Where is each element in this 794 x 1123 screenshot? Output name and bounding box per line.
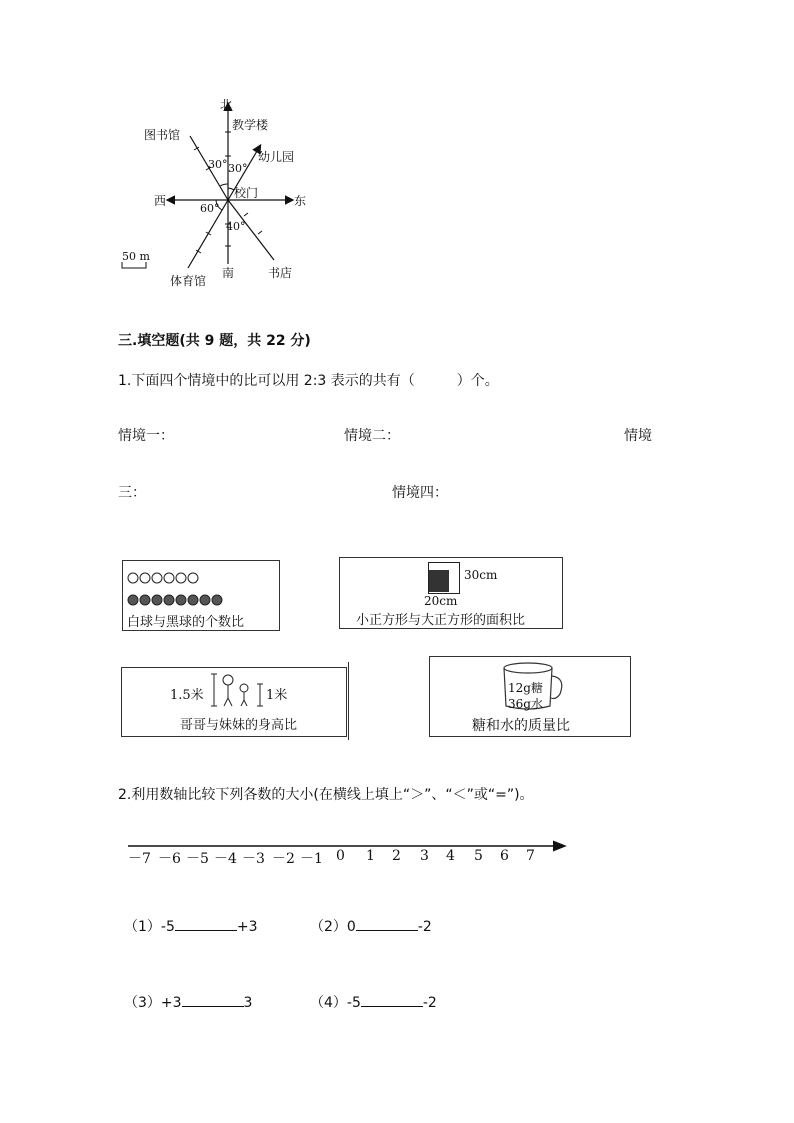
tick-label: 5 — [474, 848, 483, 864]
problem-3 — [124, 992, 252, 1012]
sister-height: 1米 — [266, 688, 288, 703]
tick-labels — [120, 848, 560, 870]
problem-2-right: -2 — [417, 919, 432, 935]
problem-1-right: +3 — [236, 919, 258, 935]
tick-label: 4 — [446, 848, 455, 864]
angle-se-label: 40° — [226, 220, 246, 233]
question-1-text: 1.下面四个情境中的比可以用 2:3 表示的共有（ ）个。 — [118, 373, 499, 389]
question-2-text: 2.利用数轴比较下列各数的大小(在横线上填上“＞”、“＜”或“=”)。 — [118, 787, 534, 803]
teaching-building-label: 教学楼 — [232, 118, 269, 132]
situation-2-label: 情境二： — [344, 428, 400, 444]
south-label: 南 — [222, 266, 235, 280]
problem-4 — [310, 992, 437, 1012]
situation-3-label-b: 三： — [118, 485, 146, 501]
problem-1 — [124, 916, 258, 936]
tick-label: 2 — [392, 848, 401, 864]
white-balls — [128, 573, 198, 583]
west-label: 西 — [154, 194, 167, 208]
balls-illustration — [123, 567, 279, 611]
sugar-label: 12g糖 — [508, 681, 543, 695]
problem-1-blank[interactable] — [175, 916, 237, 931]
problem-3-right: 3 — [243, 995, 253, 1011]
angle-arc-nw — [220, 184, 228, 186]
tick-label: －1 — [300, 851, 323, 867]
situation-1-box — [122, 560, 280, 631]
section-title: 三.填空题(共 9 题，共 22 分) — [118, 333, 311, 349]
number-line — [120, 838, 570, 874]
situation-2-caption: 小正方形与大正方形的面积比 — [356, 613, 526, 628]
brother-height: 1.5米 — [170, 688, 204, 703]
tick-label: 3 — [420, 848, 429, 864]
problem-3-left: （3）+3 — [124, 995, 182, 1011]
tick-label: 0 — [336, 848, 345, 864]
small-square-size: 20cm — [424, 594, 458, 608]
small-square — [429, 570, 449, 592]
big-square-size: 30cm — [464, 568, 498, 582]
situation-3-caption: 哥哥与妹妹的身高比 — [180, 718, 298, 733]
tick-label: －3 — [242, 851, 265, 867]
scale-label: 50 m — [122, 250, 150, 263]
tick-label: 1 — [366, 848, 375, 864]
situation-4-caption: 糖和水的质量比 — [472, 718, 570, 734]
center-gate-label: 校门 — [234, 186, 259, 200]
problem-3-blank[interactable] — [182, 992, 244, 1007]
bookstore-label: 书店 — [268, 266, 293, 280]
tick-label: －5 — [186, 851, 209, 867]
situation-3-box — [121, 667, 347, 737]
kindergarten-label: 幼儿园 — [258, 150, 295, 164]
problem-2-blank[interactable] — [356, 916, 418, 931]
water-label: 36g水 — [508, 697, 543, 711]
situation-1-caption: 白球与黑球的个数比 — [127, 615, 245, 630]
tick-label: －7 — [128, 851, 151, 867]
problem-2 — [310, 916, 432, 936]
problem-4-right: -2 — [422, 995, 437, 1011]
tick-label: －6 — [158, 851, 181, 867]
problem-4-left: （4）-5 — [310, 995, 361, 1011]
situation-4-box — [429, 656, 631, 737]
situation-3-label-a: 情境 — [624, 428, 652, 444]
tick-label: －4 — [214, 851, 237, 867]
angle-nw-label: 30° — [208, 158, 228, 171]
problem-2-left: （2）0 — [310, 919, 356, 935]
black-balls — [128, 595, 222, 605]
north-label: 北 — [220, 98, 233, 112]
angle-sw-label: 60° — [200, 202, 220, 215]
angle-ne-label: 30° — [228, 162, 248, 175]
east-label: 东 — [294, 194, 307, 208]
situation-2-box — [339, 557, 563, 629]
library-label: 图书馆 — [144, 128, 181, 142]
tick-label: 7 — [526, 848, 535, 864]
situation-1-label: 情境一： — [118, 428, 174, 444]
compass-diagram — [110, 92, 320, 292]
situation-4-label: 情境四： — [392, 485, 448, 501]
tick-label: －2 — [272, 851, 295, 867]
problem-4-blank[interactable] — [361, 992, 423, 1007]
box3-side-line — [348, 662, 349, 740]
problem-1-left: （1）-5 — [124, 919, 175, 935]
tick-label: 6 — [500, 848, 509, 864]
gym-label: 体育馆 — [170, 274, 207, 288]
